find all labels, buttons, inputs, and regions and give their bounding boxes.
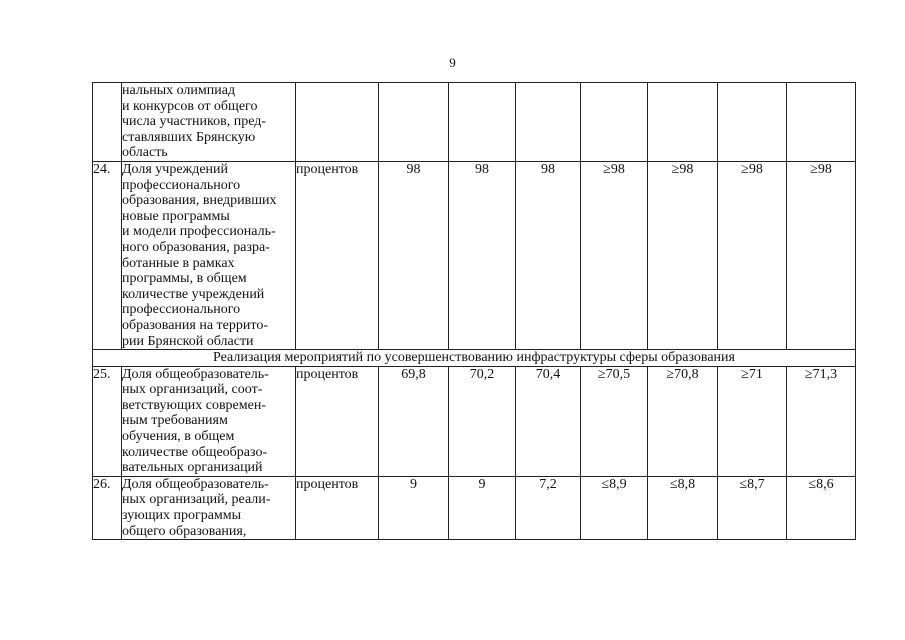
indicator-name-line: ного образования, разра-	[122, 239, 270, 255]
section-title: Реализация мероприятий по усовершенствованию инфраструктуры сферы образования	[93, 350, 856, 367]
indicator-name-line: новые программы	[122, 208, 230, 224]
table-row	[93, 161, 856, 349]
value-cell: 7,2	[516, 476, 581, 539]
indicator-name-line: образования на террито-	[122, 317, 268, 333]
indicator-name-line: количестве общеобразо-	[122, 444, 268, 460]
value-cell: ≥70,5	[581, 366, 648, 476]
indicator-name-line: ных организаций, соот-	[122, 382, 263, 398]
indicator-name	[122, 161, 296, 349]
indicator-name-line: программы, в общем	[122, 271, 247, 287]
indicator-name-line: ных организаций, реали-	[122, 492, 271, 508]
value-cell: ≤8,7	[718, 476, 787, 539]
indicator-name-line: ботанные в рамках	[122, 255, 235, 271]
value-cell: 98	[449, 161, 516, 349]
value-cell: ≥71,3	[787, 366, 856, 476]
value-cell	[449, 83, 516, 162]
indicator-name-line: числа участников, пред-	[122, 114, 267, 130]
value-cell	[516, 83, 581, 162]
unit-cell: процентов	[296, 366, 379, 476]
value-cell	[581, 83, 648, 162]
value-cell: ≥98	[648, 161, 718, 349]
value-cell	[718, 83, 787, 162]
indicator-name-line: ным требованиям	[122, 413, 228, 429]
value-cell: 69,8	[379, 366, 449, 476]
unit-cell: процентов	[296, 476, 379, 539]
indicator-name-line: Доля общеобразователь-	[122, 366, 269, 382]
value-cell	[379, 83, 449, 162]
value-cell: 70,2	[449, 366, 516, 476]
table-body	[93, 83, 856, 540]
value-cell: 70,4	[516, 366, 581, 476]
indicator-name-line: нальных олимпиад	[122, 83, 236, 98]
value-cell: ≥70,8	[648, 366, 718, 476]
indicator-name-line: образования, внедривших	[122, 193, 277, 209]
indicator-name-line: профессионального	[122, 302, 241, 318]
indicator-name-line: зующих программы	[122, 508, 242, 524]
indicators-table	[92, 82, 856, 540]
indicator-name-line: количестве учреждений	[122, 286, 265, 302]
value-cell: 98	[379, 161, 449, 349]
indicator-name-line: и модели профессиональ-	[122, 224, 276, 240]
value-cell: ≥98	[581, 161, 648, 349]
row-number: 24.	[93, 161, 122, 349]
table-row	[93, 476, 856, 539]
value-cell: ≥98	[787, 161, 856, 349]
indicator-name	[122, 83, 296, 162]
indicator-name-line: профессионального	[122, 177, 241, 193]
indicator-name-line: Доля учреждений	[122, 161, 229, 177]
row-number	[93, 83, 122, 162]
value-cell: ≥71	[718, 366, 787, 476]
indicator-name-line: ставлявших Брянскую	[122, 129, 256, 145]
indicator-name-line: обучения, в общем	[122, 429, 235, 445]
row-number: 25.	[93, 366, 122, 476]
section-row	[93, 350, 856, 367]
value-cell: ≥98	[718, 161, 787, 349]
indicator-name-line: ветствующих современ-	[122, 397, 266, 413]
indicator-name-line: и конкурсов от общего	[122, 98, 258, 114]
indicator-name-line: вательных организаций	[122, 460, 263, 476]
row-number: 26.	[93, 476, 122, 539]
indicator-name	[122, 366, 296, 476]
indicator-name-line: область	[122, 145, 168, 161]
indicator-name-line: Доля общеобразователь-	[122, 476, 269, 492]
value-cell: 9	[379, 476, 449, 539]
table-row	[93, 366, 856, 476]
value-cell	[648, 83, 718, 162]
value-cell	[787, 83, 856, 162]
value-cell: ≤8,6	[787, 476, 856, 539]
indicator-name	[122, 476, 296, 539]
unit-cell	[296, 83, 379, 162]
indicator-name-line: общего образования,	[122, 523, 247, 539]
value-cell: ≤8,8	[648, 476, 718, 539]
table-row	[93, 83, 856, 162]
value-cell: ≤8,9	[581, 476, 648, 539]
page-number: 9	[449, 55, 456, 70]
value-cell: 98	[516, 161, 581, 349]
indicator-name-line: рии Брянской области	[122, 333, 254, 349]
value-cell: 9	[449, 476, 516, 539]
unit-cell: процентов	[296, 161, 379, 349]
